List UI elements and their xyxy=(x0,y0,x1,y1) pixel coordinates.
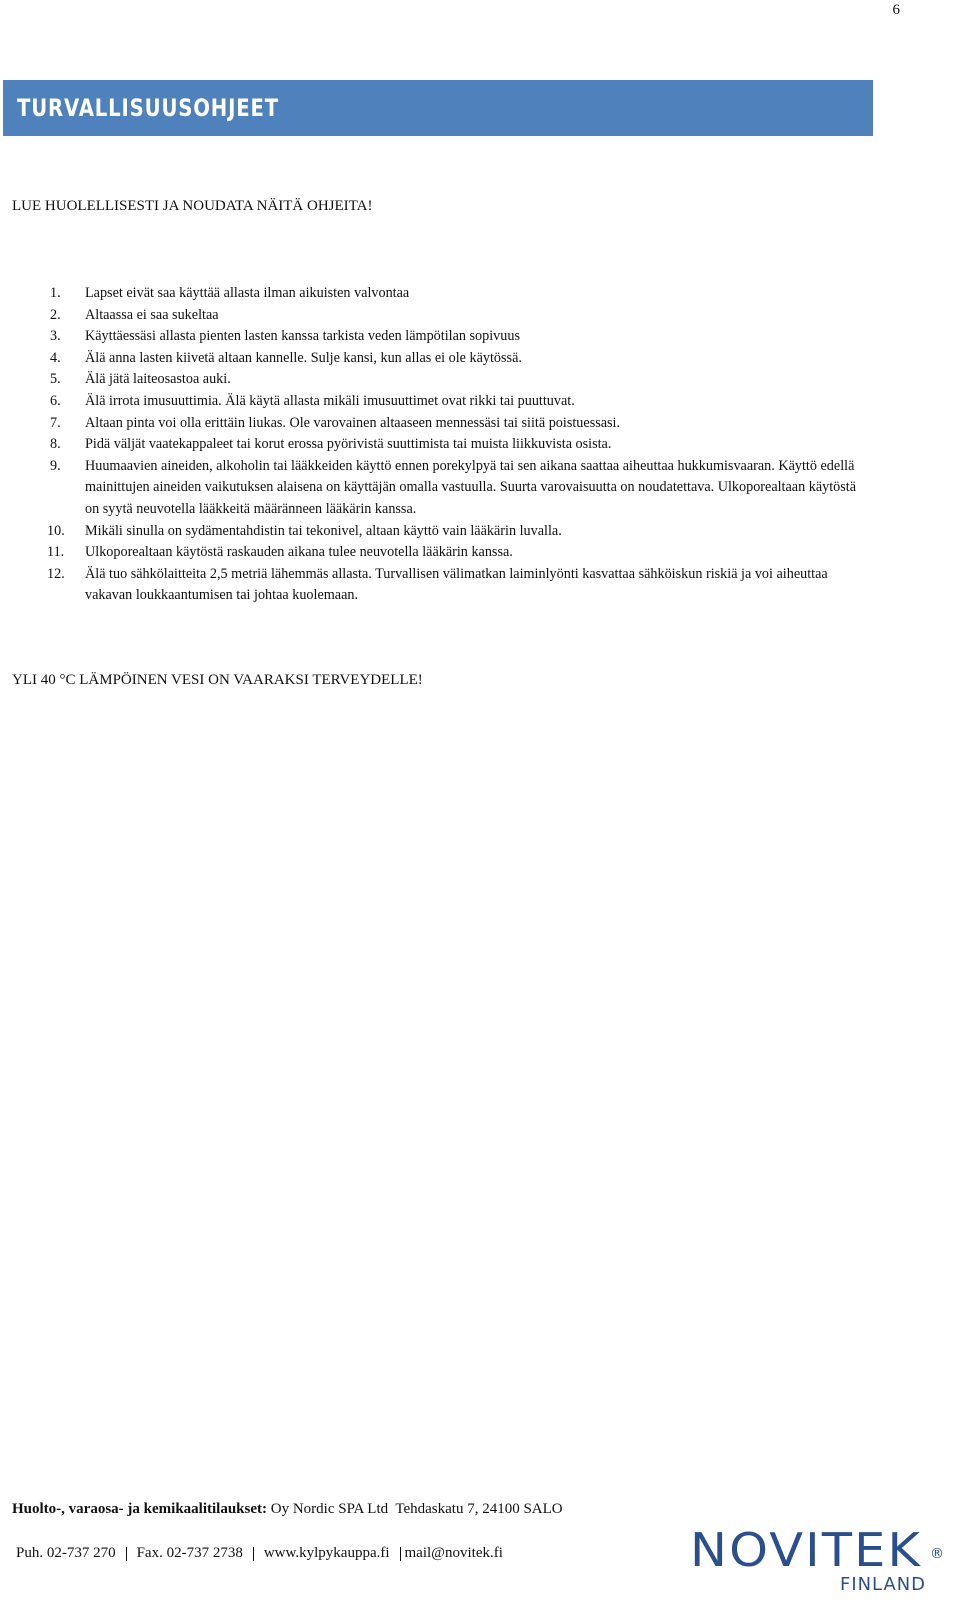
rule-number: 3. xyxy=(50,328,61,345)
rule-text: Huumaavien aineiden, alkoholin tai lääkkeiden käyttö ennen porekylpyä tai sen aikana saattaa aiheuttaa hukkumisvaaran. Käyttö edellä mainittujen aineiden vaikutuksen alaisena on käyttäjän omalla vastuulla. Suurta varovaisuutta on noudatettava. Ulkoporealtaan käytöstä on syytä neuvotella lääkkeitä määränneen lääkärin kanssa. xyxy=(85,457,857,517)
rule-text: Pidä väljät vaatekappaleet tai korut erossa pyörivistä suuttimista tai muista liikkuvista osista. xyxy=(85,436,612,453)
separator xyxy=(400,1547,401,1561)
separator xyxy=(126,1547,127,1561)
page-title: TURVALLISUUSOHJEET xyxy=(17,94,279,122)
rule-item xyxy=(12,326,872,348)
temperature-warning: YLI 40 °C LÄMPÖINEN VESI ON VAARAKSI TERVEYDELLE! xyxy=(12,672,423,688)
rule-text: Lapset eivät saa käyttää allasta ilman aikuisten valvontaa xyxy=(85,285,410,301)
rule-number: 12. xyxy=(47,565,65,582)
logo-registered: ® xyxy=(930,1546,944,1562)
rule-item xyxy=(12,348,872,370)
rule-number: 6. xyxy=(50,392,61,409)
rule-text: Älä tuo sähkölaitteita 2,5 metriä lähemmäs allasta. Turvallisen välimatkan laiminlyönti kasvattaa sähköiskun riskiä ja voi aiheuttaa vakavan loukkaantumisen tai johtaa kuolemaan. xyxy=(85,565,828,604)
rule-text: Älä irrota imusuuttimia. Älä käytä allasta mikäli imusuuttimet ovat rikki tai puuttuvat. xyxy=(85,392,575,409)
rule-item xyxy=(12,542,872,564)
rule-text: Älä anna lasten kiivetä altaan kannelle. Sulje kansi, kun allas ei ole käytössä. xyxy=(85,349,522,366)
separator xyxy=(253,1547,254,1561)
rule-text: Älä jätä laiteosastoa auki. xyxy=(85,371,231,388)
rule-item xyxy=(12,564,872,607)
rule-text: Käyttäessäsi allasta pienten lasten kanssa tarkista veden lämpötilan sopivuus xyxy=(85,328,520,345)
rule-number: 2. xyxy=(50,306,61,323)
rule-item xyxy=(12,283,872,305)
footer-line xyxy=(16,1545,503,1562)
rule-number: 10. xyxy=(47,522,65,539)
rule-text: Altaan pinta voi olla erittäin liukas. Ole varovainen altaaseen mennessäsi tai siitä poistuessasi. xyxy=(85,414,621,431)
logo-sub: FINLAND xyxy=(840,1574,926,1594)
rule-item xyxy=(12,521,872,543)
rule-item xyxy=(12,391,872,413)
rule-item xyxy=(12,413,872,435)
rule-item xyxy=(12,434,872,456)
rule-number: 4. xyxy=(50,349,61,366)
rule-number: 11. xyxy=(47,544,65,561)
rule-number: 9. xyxy=(50,457,61,474)
rule-text: Ulkoporealtaan käytöstä raskauden aikana tulee neuvotella lääkärin kanssa. xyxy=(85,544,513,561)
footer-contact xyxy=(12,1501,563,1518)
rule-item xyxy=(12,456,872,521)
rule-number: 1. xyxy=(50,285,61,301)
novitek-logo xyxy=(690,1522,952,1594)
fax: Fax. 02-737 2738 xyxy=(136,1545,243,1561)
rule-number: 8. xyxy=(50,436,61,453)
contact-label: Huolto-, varaosa- ja kemikaalitilaukset: xyxy=(12,1501,267,1517)
rule-item xyxy=(12,305,872,327)
rule-text: Altaassa ei saa sukeltaa xyxy=(85,306,219,323)
contact-value: Oy Nordic SPA Ltd Tehdaskatu 7, 24100 SALO xyxy=(270,1501,563,1517)
phone: Puh. 02-737 270 xyxy=(16,1545,116,1561)
email-link[interactable]: mail@novitek.fi xyxy=(404,1545,503,1561)
title-bar xyxy=(3,80,873,136)
rule-text: Mikäli sinulla on sydämentahdistin tai tekonivel, altaan käyttö vain lääkärin luvalla. xyxy=(85,522,562,539)
page-number: 6 xyxy=(892,2,900,18)
intro-text: LUE HUOLELLISESTI JA NOUDATA NÄITÄ OHJEITA! xyxy=(12,198,373,214)
web-link[interactable]: www.kylpykauppa.fi xyxy=(263,1545,390,1561)
rule-item xyxy=(12,369,872,391)
safety-rules-list xyxy=(12,283,872,607)
rule-number: 7. xyxy=(50,414,61,431)
logo-brand: NOVITEK xyxy=(690,1523,922,1577)
rule-number: 5. xyxy=(50,371,61,388)
